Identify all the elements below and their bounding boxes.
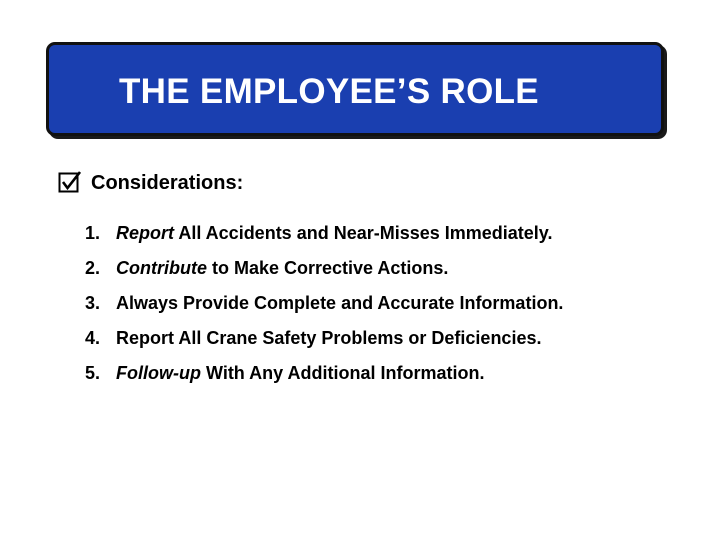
item-number: 4. [85, 328, 101, 348]
item-number: 2. [85, 258, 101, 278]
list-item [85, 362, 563, 385]
list-item [85, 327, 563, 350]
slide-title: THE EMPLOYEE’S ROLE [119, 72, 539, 111]
item-text: to Make Corrective Actions. [206, 258, 449, 278]
item-emphasis: Report [116, 223, 174, 243]
item-number: 5. [85, 363, 101, 383]
list-item [85, 257, 563, 280]
item-text: All Accidents and Near-Misses Immediately. [174, 223, 553, 243]
considerations-list [85, 222, 563, 397]
list-item [85, 222, 563, 245]
checked-checkbox-icon [57, 171, 81, 195]
title-banner [46, 42, 664, 136]
item-emphasis: Contribute [116, 258, 207, 278]
considerations-heading [57, 171, 243, 195]
list-item [85, 292, 563, 315]
item-text: Always Provide Complete and Accurate Information. [116, 293, 564, 313]
item-emphasis: Follow-up [116, 363, 201, 383]
item-number: 3. [85, 293, 101, 313]
item-text: Report All Crane Safety Problems or Deficiencies. [116, 328, 542, 348]
item-text: With Any Additional Information. [200, 363, 485, 383]
heading-text: Considerations: [91, 171, 244, 194]
item-number: 1. [85, 223, 101, 243]
